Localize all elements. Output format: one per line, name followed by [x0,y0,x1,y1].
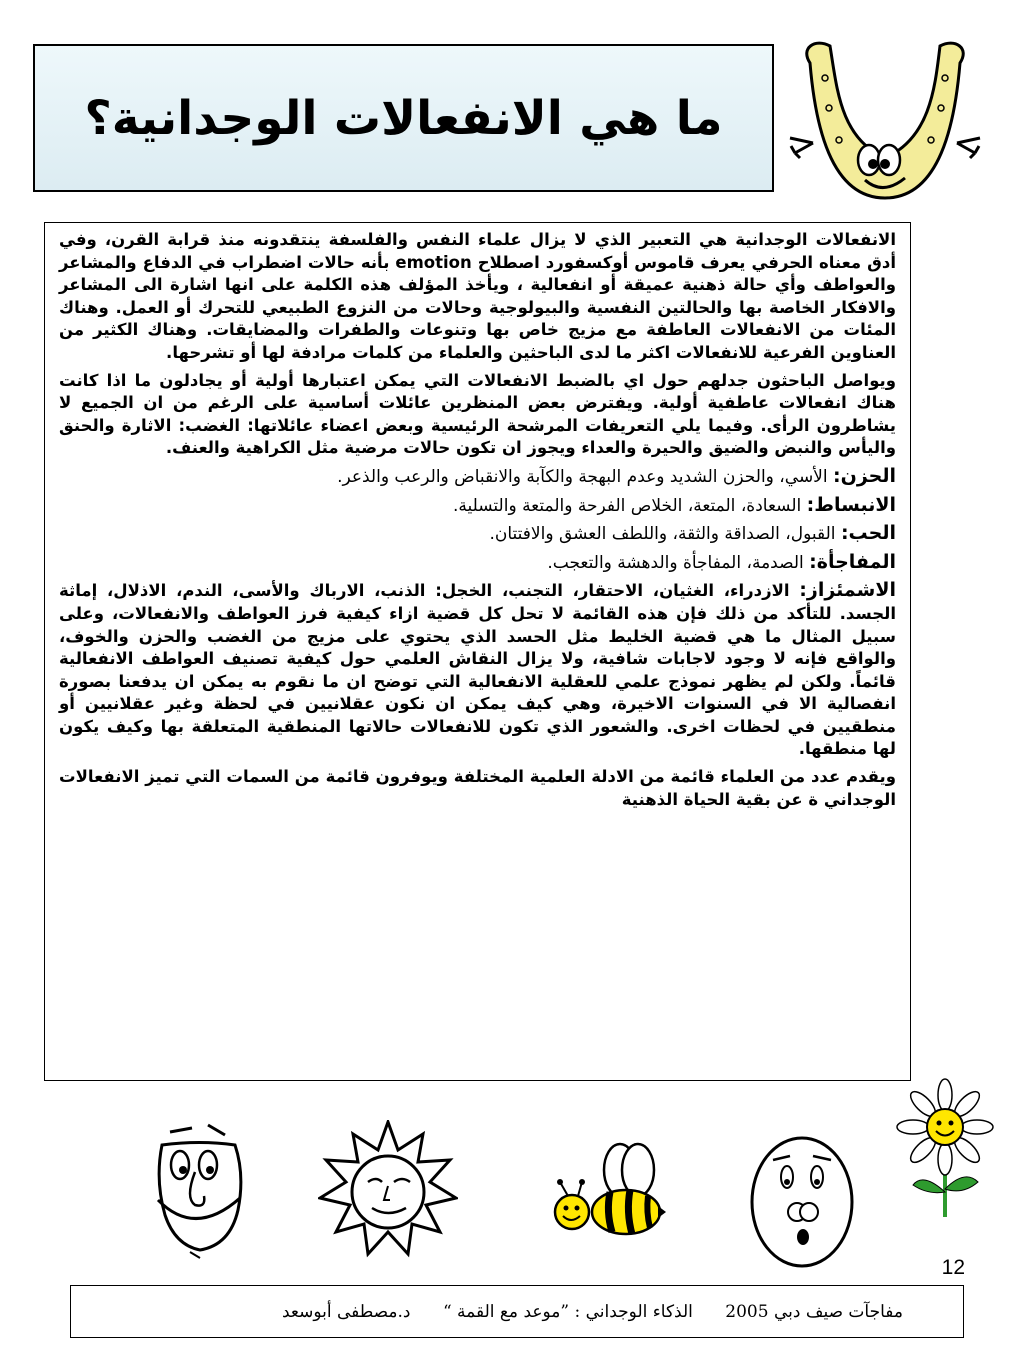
paragraph-conclusion: ويقدم عدد من العلماء قائمة من الادلة العلمية المختلفة ويوفرون قائمة من السمات التي تميز الانفعالات الوجداني ة عن بقية الحياة الذهنية [59,767,896,809]
emotion-sadness [59,465,896,489]
page-number: 12 [941,1256,965,1279]
joy-label: الانبساط: [806,493,896,516]
surprise-label: المفاجأة: [809,550,896,573]
surprise-text: الصدمة، المفاجأة والدهشة والتعجب. [547,552,810,573]
footer-author: د.مصطفى أبوسعد [281,1301,411,1322]
sadness-text: الأسي، والحزن الشديد وعدم البهجة والكآبة والانقباض والرعب والذعر. [337,466,834,487]
paragraph-intro: الانفعالات الوجدانية هي التعبير الذي لا يزال علماء النفس والفلسفة ينتقدونه منذ قرابة القرن، وفي أدق معناه الحرفي يعرف قاموس أوكسفورد اصطلاح emotion بأنه حالات اضطراب في الدفاع والمشاعر والعواطف وأي حالة ذهنية عميقة أو انفعالية ، ويأخذ المؤلف هذه الكلمة على انها اشارة الى المشاعر والافكار الخاصة بها والحالتين النفسية والبيولوجية وحالات من النزوع الطبيعي للتحرك أو العمل. وهناك المئات من الانفعالات العاطفة مع مزيج خاص بها وتنوعات والطفرات والمضايقات. وهناك الكثير من العناوين الفرعية للانفعالات اكثر ما لدى الباحثين والعلماء من كلمات مرادفة لها أو تشرحها. [59,230,896,362]
emotion-surprise [59,551,896,575]
page-title: ما هي الانفعالات الوجدانية؟ [84,90,723,146]
smiling-face-icon [140,1120,255,1260]
joy-text: السعادة، المتعة، الخلاص الفرحة والمتعة والتسلية. [452,495,807,516]
article-body [44,222,911,1081]
emotion-love [59,522,896,546]
love-text: القبول، الصداقة والثقة، واللطف العشق والافتتان. [489,524,841,545]
emotion-joy [59,494,896,518]
emotion-disgust [59,579,896,761]
love-label: الحب: [840,522,896,545]
title-box [33,44,774,192]
daisy-flower-icon [893,1077,1003,1222]
surprised-face-icon [745,1132,860,1272]
sun-face-icon [318,1120,458,1260]
disgust-label: الاشمئزاز: [799,579,896,602]
footer-program: الذكاء الوجداني : ”موعد مع القمة “ [442,1301,693,1322]
paragraph-debate: ويواصل الباحثون جدلهم حول اي بالضبط الانفعالات التي يمكن اعتبارها أولية أو يجادلون ما اذا كانت هناك انفعالات عاطفية أولية. ويفترض بعض المنظرين عائلات أساسية على الرغم من ان الجميع لا يشاطرون الرأى. وفيما يلي التعريفات المرشحة الرئيسية وبعض اعضاء عائلاتها: الغضب: الاثارة والحنق واليأس والنبض والضيق والحيرة والعداء ويجوز ان تكون حالات مرضية مثل الكراهية والعنف. [59,370,896,458]
footer [70,1285,964,1338]
horseshoe-mascot-icon [785,28,985,213]
footer-event: مفاجآت صيف دبي 2005 [725,1301,903,1322]
disgust-text: الازدراء، الغثيان، الاحتقار، التجنب، الخجل: الذنب، الارباك والأسى، الندم، الاذلال، إماثة الجسد. للتأكد من ذلك فإن هذه القائمة لا تحل كل قضية ازاء كيفية فرز العواطف والانفعالات، وعلى سبيل المثال ما هي قضية الخليط مثل الحسد الذي يحتوي على مزيج من الغضب والحزن والخوف، والواقع فإنه لا وجود لاجابات شافية، ولا يزال النقاش العلمي حول كيفية تصنيف العواطف الانفعالية قائماً. ولكن لم يظهر نموذج علمي للعقلية الانفعالية التي توضح ان ما نقوم به يمكن ان يدفعنا بصورة انفصالية الا في السنوات الاخيرة، وهي كيف يمكن ان نكون عقلانيين في لحظة وغير عقلانيين أو منطقيين في لحظات اخرى. والشعور الذي تكون للانفعالات حالاتها المنطقية المتعلقة بها وكيف يكون لها منطقها. [59,581,896,759]
bee-icon [548,1140,668,1245]
sadness-label: الحزن: [833,464,896,487]
